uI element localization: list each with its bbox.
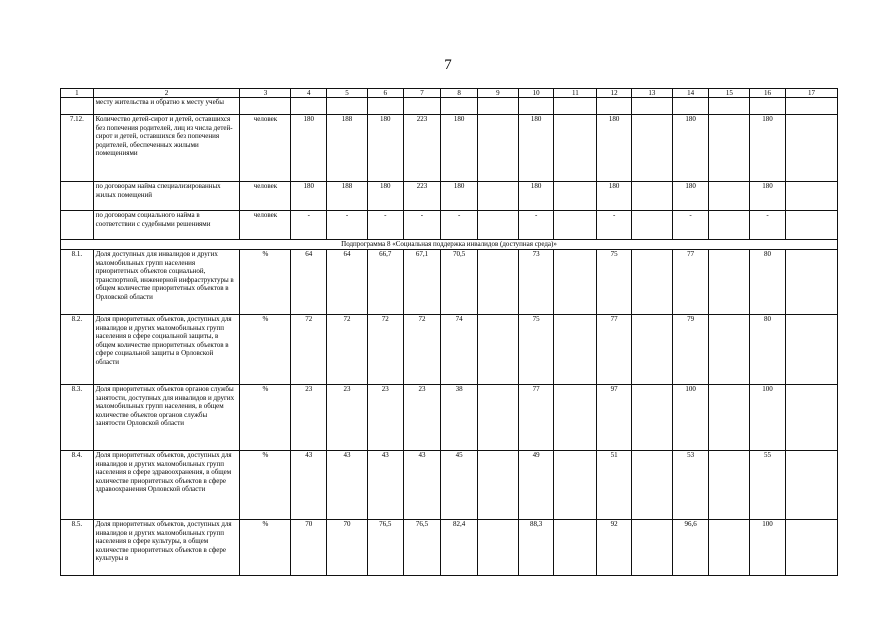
value-cell: 97 xyxy=(597,385,632,451)
value-cell xyxy=(554,250,597,315)
value-cell: - xyxy=(403,211,441,240)
row-index-cell xyxy=(61,98,94,115)
column-number-cell: 14 xyxy=(672,89,709,98)
value-cell: 96,6 xyxy=(672,520,709,576)
value-cell: 72 xyxy=(327,315,368,385)
value-cell xyxy=(478,211,519,240)
value-cell xyxy=(631,520,672,576)
value-cell: 180 xyxy=(367,182,403,211)
value-cell xyxy=(554,315,597,385)
value-cell xyxy=(478,250,519,315)
row-description-cell: Доля приоритетных объектов, доступных для инвалидов и других маломобильных групп населения в сфере здравоохранения, в общем количестве приоритетных объектов в сфере здравоохранения Орловской области xyxy=(93,451,240,520)
value-cell: 180 xyxy=(441,115,478,182)
value-cell: 72 xyxy=(367,315,403,385)
value-cell: 55 xyxy=(750,451,786,520)
row-unit-cell: человек xyxy=(240,211,291,240)
value-cell xyxy=(785,211,837,240)
value-cell: 79 xyxy=(672,315,709,385)
value-cell: 180 xyxy=(291,182,327,211)
value-cell: - xyxy=(518,211,554,240)
section-title: Подпрограмма 8 «Социальная поддержка инвалидов (доступная среда)» xyxy=(61,240,838,250)
row-description-cell: Количество детей-сирот и детей, оставшихся без попечения родителей, лиц из числа детей-сирот и детей, оставшихся без попечения родителей, обеспеченных жилыми помещениями xyxy=(93,115,240,182)
row-unit-cell: % xyxy=(240,315,291,385)
value-cell xyxy=(785,385,837,451)
value-cell: 72 xyxy=(291,315,327,385)
value-cell: 23 xyxy=(327,385,368,451)
value-cell xyxy=(785,182,837,211)
value-cell xyxy=(554,98,597,115)
column-number-cell: 16 xyxy=(750,89,786,98)
column-number-cell: 17 xyxy=(785,89,837,98)
value-cell: 100 xyxy=(750,520,786,576)
value-cell xyxy=(709,182,750,211)
value-cell xyxy=(709,315,750,385)
value-cell: 67,1 xyxy=(403,250,441,315)
value-cell xyxy=(631,98,672,115)
value-cell: 188 xyxy=(327,115,368,182)
column-number-cell: 3 xyxy=(240,89,291,98)
table-row xyxy=(61,115,838,182)
table-row xyxy=(61,250,838,315)
value-cell: 64 xyxy=(327,250,368,315)
value-cell: 49 xyxy=(518,451,554,520)
value-cell xyxy=(478,98,519,115)
row-unit-cell: % xyxy=(240,385,291,451)
value-cell: 180 xyxy=(672,182,709,211)
row-index-cell: 8.1. xyxy=(61,250,94,315)
value-cell: 64 xyxy=(291,250,327,315)
row-description-cell: Доля доступных для инвалидов и других маломобильных групп населения приоритетных объектов социальной, транспортной, инженерной инфраструктуры в общем количестве приоритетных объектов в Орловской области xyxy=(93,250,240,315)
value-cell: 76,5 xyxy=(403,520,441,576)
column-number-cell: 1 xyxy=(61,89,94,98)
value-cell xyxy=(631,315,672,385)
column-number-cell: 5 xyxy=(327,89,368,98)
value-cell: 180 xyxy=(597,115,632,182)
value-cell xyxy=(403,98,441,115)
value-cell: 100 xyxy=(750,385,786,451)
value-cell: - xyxy=(441,211,478,240)
value-cell: 188 xyxy=(327,182,368,211)
value-cell xyxy=(478,182,519,211)
value-cell: 43 xyxy=(327,451,368,520)
row-index-cell: 8.2. xyxy=(61,315,94,385)
value-cell: 223 xyxy=(403,182,441,211)
column-number-cell: 2 xyxy=(93,89,240,98)
row-description-cell: Доля приоритетных объектов, доступных для инвалидов и других маломобильных групп населения в сфере социальной защиты, в общем количестве приоритетных объектов в сфере социальной защиты в Орловской области xyxy=(93,315,240,385)
value-cell xyxy=(291,98,327,115)
value-cell: 70,5 xyxy=(441,250,478,315)
row-description-cell: месту жительства и обратно к месту учебы xyxy=(93,98,240,115)
value-cell: 88,3 xyxy=(518,520,554,576)
value-cell xyxy=(785,315,837,385)
column-number-cell: 13 xyxy=(631,89,672,98)
value-cell xyxy=(554,115,597,182)
value-cell xyxy=(631,385,672,451)
value-cell: 66,7 xyxy=(367,250,403,315)
value-cell: 74 xyxy=(441,315,478,385)
value-cell xyxy=(631,115,672,182)
value-cell xyxy=(554,211,597,240)
value-cell xyxy=(631,451,672,520)
value-cell: 43 xyxy=(291,451,327,520)
page-number: 7 xyxy=(444,57,452,73)
column-number-cell: 12 xyxy=(597,89,632,98)
value-cell: 23 xyxy=(403,385,441,451)
column-number-cell: 7 xyxy=(403,89,441,98)
row-description-cell: Доля приоритетных объектов органов службы занятости, доступных для инвалидов и других маломобильных групп населения, в общем количестве объектов органов службы занятости Орловской области xyxy=(93,385,240,451)
value-cell xyxy=(441,98,478,115)
table-body xyxy=(61,89,838,576)
value-cell: 43 xyxy=(367,451,403,520)
value-cell: 100 xyxy=(672,385,709,451)
column-number-cell: 10 xyxy=(518,89,554,98)
value-cell xyxy=(554,182,597,211)
value-cell: - xyxy=(672,211,709,240)
value-cell xyxy=(785,250,837,315)
value-cell xyxy=(554,520,597,576)
row-index-cell xyxy=(61,211,94,240)
value-cell xyxy=(597,98,632,115)
value-cell xyxy=(478,520,519,576)
value-cell xyxy=(709,250,750,315)
indicators-table xyxy=(60,88,838,576)
table-row xyxy=(61,451,838,520)
value-cell xyxy=(631,250,672,315)
table-row xyxy=(61,211,838,240)
value-cell: 38 xyxy=(441,385,478,451)
row-index-cell: 8.3. xyxy=(61,385,94,451)
value-cell xyxy=(709,451,750,520)
value-cell: - xyxy=(291,211,327,240)
value-cell: 80 xyxy=(750,250,786,315)
table-row xyxy=(61,520,838,576)
value-cell: 180 xyxy=(672,115,709,182)
table-row xyxy=(61,315,838,385)
value-cell xyxy=(709,115,750,182)
table-row xyxy=(61,98,838,115)
value-cell: 223 xyxy=(403,115,441,182)
value-cell: 75 xyxy=(597,250,632,315)
value-cell: - xyxy=(750,211,786,240)
value-cell: 180 xyxy=(750,182,786,211)
value-cell: - xyxy=(367,211,403,240)
column-number-cell: 6 xyxy=(367,89,403,98)
column-number-row xyxy=(61,89,838,98)
value-cell: - xyxy=(597,211,632,240)
value-cell xyxy=(785,451,837,520)
row-index-cell xyxy=(61,182,94,211)
value-cell xyxy=(554,385,597,451)
row-index-cell: 8.5. xyxy=(61,520,94,576)
value-cell: 72 xyxy=(403,315,441,385)
value-cell: 180 xyxy=(367,115,403,182)
value-cell xyxy=(631,211,672,240)
value-cell: 45 xyxy=(441,451,478,520)
value-cell: 77 xyxy=(518,385,554,451)
value-cell xyxy=(785,520,837,576)
value-cell: 75 xyxy=(518,315,554,385)
row-unit-cell: % xyxy=(240,520,291,576)
value-cell xyxy=(709,98,750,115)
value-cell: 23 xyxy=(291,385,327,451)
value-cell xyxy=(709,385,750,451)
row-unit-cell: человек xyxy=(240,182,291,211)
row-unit-cell: человек xyxy=(240,115,291,182)
value-cell xyxy=(478,315,519,385)
table-row xyxy=(61,385,838,451)
column-number-cell: 15 xyxy=(709,89,750,98)
value-cell: 70 xyxy=(291,520,327,576)
value-cell: 180 xyxy=(518,115,554,182)
column-number-cell: 8 xyxy=(441,89,478,98)
value-cell xyxy=(327,98,368,115)
row-index-cell: 8.4. xyxy=(61,451,94,520)
value-cell: 180 xyxy=(441,182,478,211)
table-row xyxy=(61,182,838,211)
value-cell xyxy=(367,98,403,115)
value-cell xyxy=(478,451,519,520)
value-cell: 82,4 xyxy=(441,520,478,576)
value-cell xyxy=(750,98,786,115)
row-index-cell: 7.12. xyxy=(61,115,94,182)
value-cell: 51 xyxy=(597,451,632,520)
value-cell: 70 xyxy=(327,520,368,576)
value-cell xyxy=(785,98,837,115)
value-cell: 92 xyxy=(597,520,632,576)
row-description-cell: Доля приоритетных объектов, доступных для инвалидов и других маломобильных групп населения в сфере культуры, в общем количестве приоритетных объектов в сфере культуры в xyxy=(93,520,240,576)
value-cell xyxy=(554,451,597,520)
value-cell xyxy=(478,115,519,182)
value-cell xyxy=(478,385,519,451)
row-unit-cell xyxy=(240,98,291,115)
value-cell xyxy=(785,115,837,182)
row-description-cell: по договорам найма специализированных жилых помещений xyxy=(93,182,240,211)
value-cell xyxy=(518,98,554,115)
column-number-cell: 11 xyxy=(554,89,597,98)
column-number-cell: 4 xyxy=(291,89,327,98)
value-cell: 73 xyxy=(518,250,554,315)
value-cell: 180 xyxy=(750,115,786,182)
value-cell: 23 xyxy=(367,385,403,451)
value-cell xyxy=(709,211,750,240)
value-cell: 180 xyxy=(597,182,632,211)
value-cell: - xyxy=(327,211,368,240)
column-number-cell: 9 xyxy=(478,89,519,98)
value-cell: 180 xyxy=(291,115,327,182)
value-cell: 77 xyxy=(597,315,632,385)
row-unit-cell: % xyxy=(240,451,291,520)
value-cell: 76,5 xyxy=(367,520,403,576)
value-cell: 43 xyxy=(403,451,441,520)
value-cell: 80 xyxy=(750,315,786,385)
row-description-cell: по договорам социального найма в соответствии с судебными решениями xyxy=(93,211,240,240)
value-cell xyxy=(672,98,709,115)
value-cell xyxy=(631,182,672,211)
value-cell: 53 xyxy=(672,451,709,520)
row-unit-cell: % xyxy=(240,250,291,315)
section-row xyxy=(61,240,838,250)
value-cell: 180 xyxy=(518,182,554,211)
value-cell: 77 xyxy=(672,250,709,315)
value-cell xyxy=(709,520,750,576)
